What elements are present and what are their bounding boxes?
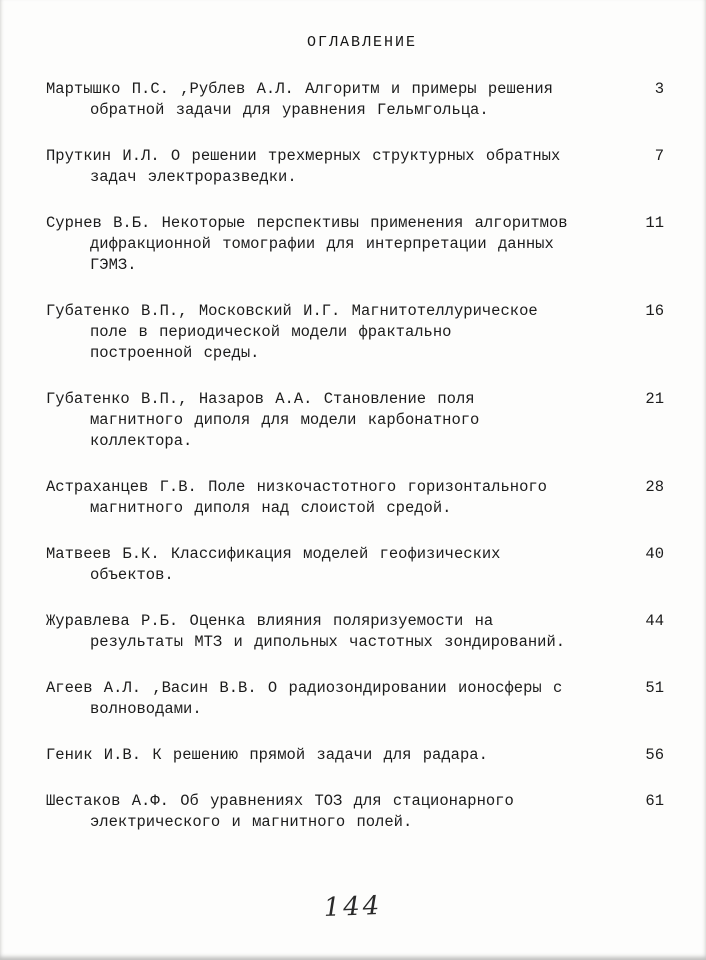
toc-entry — [46, 678, 678, 720]
toc-entry-continuation-line: волноводами. — [90, 700, 202, 718]
toc-entry-first-line: Мартышко П.С. ,Рублев А.Л. Алгоритм и примеры решения — [46, 80, 553, 98]
toc-entry-text — [46, 389, 612, 452]
toc-entry-continuation-line: магнитного диполя над слоистой средой. — [90, 499, 452, 517]
toc-entry-page-number: 7 — [654, 147, 664, 165]
toc-entry-page-number: 11 — [645, 214, 664, 232]
toc-entry-first-line: Шестаков А.Ф. Об уравнениях ТОЗ для стационарного — [46, 792, 514, 810]
toc-entry-text — [46, 544, 612, 586]
toc-entry — [46, 79, 678, 121]
toc-entry-page-number: 61 — [645, 792, 664, 810]
toc-entry — [46, 389, 678, 452]
toc-entry-continuation-line: обратной задачи для уравнения Гельмгольца. — [90, 101, 489, 119]
toc-entry-page-number: 21 — [645, 390, 664, 408]
toc-title: ОГЛАВЛЕНИЕ — [306, 34, 417, 51]
toc-entry-continuation-line: дифракционной томографии для интерпретации данных — [90, 235, 554, 253]
toc-entry — [46, 146, 678, 188]
toc-entry-text — [46, 301, 612, 364]
toc-entry-text — [46, 791, 612, 833]
toc-entry-first-line: Журавлева Р.Б. Оценка влияния поляризуемости на — [46, 612, 494, 630]
toc-entry-page-number: 51 — [645, 679, 664, 697]
toc-entry-text — [46, 678, 612, 720]
toc-entry-first-line: Матвеев Б.К. Классификация моделей геофизических — [46, 545, 501, 563]
toc-entry — [46, 477, 678, 519]
toc-entry-continuation-line: коллектора. — [90, 432, 193, 450]
toc-entry-page-number: 40 — [645, 545, 664, 563]
toc-entry-page-number: 44 — [645, 612, 664, 630]
toc-entry-page-number: 56 — [645, 746, 664, 764]
toc-entry-first-line: Губатенко В.П., Московский И.Г. Магнитотеллурическое — [46, 302, 538, 320]
toc-entry-text — [46, 611, 612, 653]
toc-entry-continuation-line: поле в периодической модели фрактально — [90, 323, 452, 341]
toc-entry-text — [46, 477, 612, 519]
toc-entry-continuation-line: объектов. — [90, 566, 174, 584]
toc-entry-continuation-line: ГЭМЗ. — [90, 256, 137, 274]
toc-entry-continuation-line: задач электроразведки. — [90, 168, 297, 186]
toc-entry-first-line: Агеев А.Л. ,Васин В.В. О радиозондировании ионосферы с — [46, 679, 563, 697]
toc-entry — [46, 611, 678, 653]
toc-entry — [46, 745, 678, 766]
toc-entry-page-number: 16 — [645, 302, 664, 320]
toc-entry-first-line: Геник И.В. К решению прямой задачи для радара. — [46, 746, 488, 764]
handwritten-page-number: 144 — [323, 890, 383, 924]
toc-entry-continuation-line: магнитного диполя для модели карбонатного — [90, 411, 480, 429]
toc-entry — [46, 213, 678, 276]
toc-entry-first-line: Губатенко В.П., Назаров А.А. Становление поля — [46, 390, 475, 408]
toc-entry-first-line: Астраханцев Г.В. Поле низкочастотного горизонтального — [46, 478, 547, 496]
toc-entry-text — [46, 79, 612, 121]
toc-entry-page-number: 3 — [654, 80, 664, 98]
toc-entry — [46, 544, 678, 586]
toc-entry-page-number: 28 — [645, 478, 664, 496]
toc-entry — [46, 791, 678, 833]
toc-entry-continuation-line: электрического и магнитного полей. — [90, 813, 413, 831]
toc-entry-text — [46, 745, 612, 766]
toc-entry-continuation-line: результаты МТЗ и дипольных частотных зондирований. — [90, 633, 566, 651]
toc-entry-continuation-line: построенной среды. — [90, 344, 260, 362]
toc-entry-text — [46, 213, 612, 276]
toc-entry-first-line: Пруткин И.Л. О решении трехмерных структурных обратных — [46, 147, 561, 165]
toc-list — [46, 79, 678, 833]
toc-entry-first-line: Сурнев В.Б. Некоторые перспективы применения алгоритмов — [46, 214, 568, 232]
toc-entry — [46, 301, 678, 364]
toc-entry-text — [46, 146, 612, 188]
